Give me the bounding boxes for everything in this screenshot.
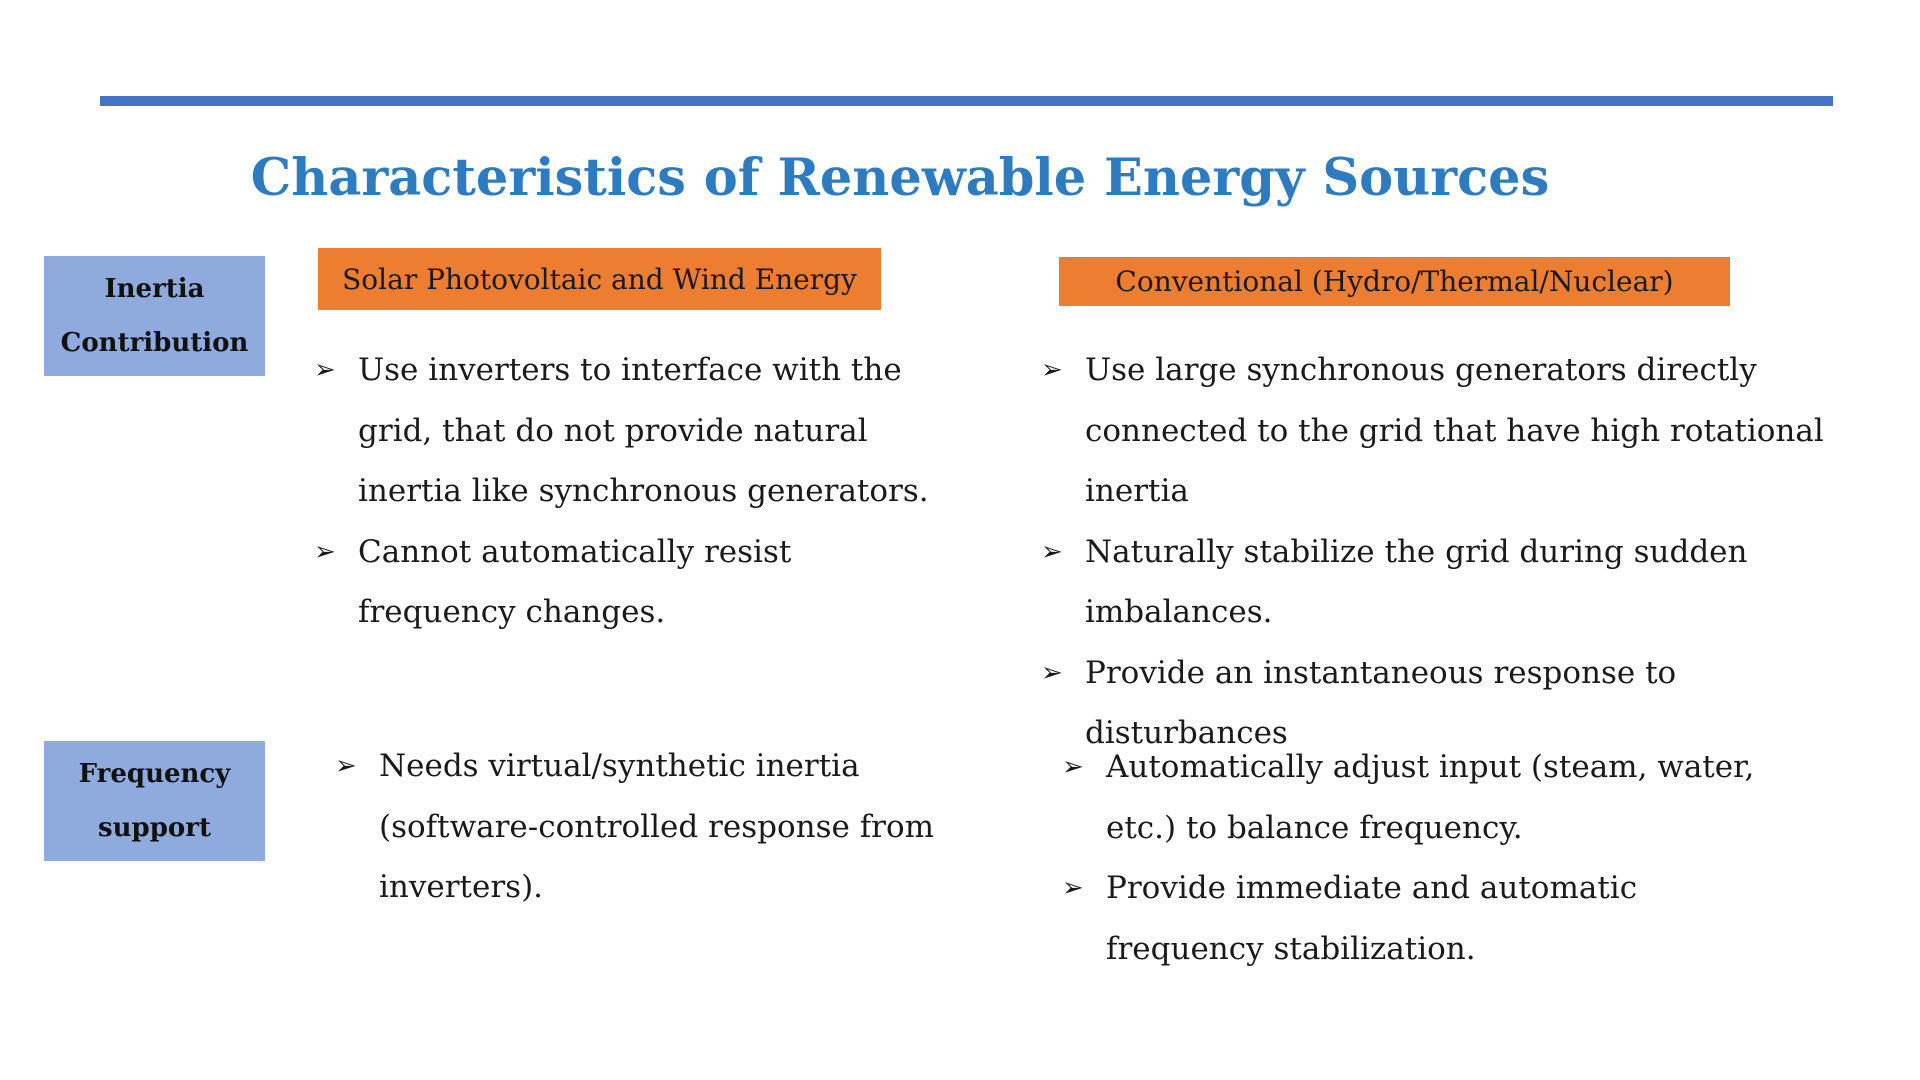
- slide-title: Characteristics of Renewable Energy Sources: [250, 148, 1550, 208]
- list-item: [1041, 340, 1881, 522]
- row-label-inertia: [44, 256, 265, 376]
- conventional-inertia-list: [1041, 340, 1881, 764]
- row-label-line: Inertia: [104, 274, 205, 304]
- list-item-text: Provide an instantaneous response to disturbances: [1085, 654, 1677, 751]
- list-item: [314, 522, 954, 643]
- list-item-text: Automatically adjust input (steam, water, etc.) to balance frequency.: [1106, 749, 1755, 846]
- renewable-frequency-list: [335, 736, 935, 918]
- column-header-conventional: Conventional (Hydro/Thermal/Nuclear): [1059, 257, 1730, 306]
- row-label-line: support: [98, 813, 211, 843]
- list-item: [314, 340, 954, 522]
- renewable-inertia-list: [314, 340, 954, 643]
- list-item: [1062, 858, 1802, 979]
- arrowhead-bullet-icon: ➢: [1041, 536, 1063, 567]
- arrowhead-bullet-icon: ➢: [1041, 657, 1063, 688]
- list-item-text: Use inverters to interface with the grid, that do not provide natural inertia like synchronous generators.: [358, 352, 929, 509]
- row-label-line: Contribution: [60, 328, 249, 358]
- arrowhead-bullet-icon: ➢: [1062, 873, 1084, 903]
- arrowhead-bullet-icon: ➢: [314, 355, 336, 385]
- arrowhead-bullet-icon: ➢: [335, 751, 357, 781]
- arrowhead-bullet-icon: ➢: [1041, 355, 1063, 385]
- arrowhead-bullet-icon: ➢: [314, 536, 336, 567]
- column-header-renewable: Solar Photovoltaic and Wind Energy: [318, 248, 881, 310]
- list-item-text: Provide immediate and automatic frequency stabilization.: [1106, 870, 1638, 967]
- list-item: [1041, 522, 1881, 643]
- arrowhead-bullet-icon: ➢: [1062, 752, 1084, 782]
- top-divider: [100, 96, 1833, 106]
- list-item-text: Use large synchronous generators directly connected to the grid that have high rotational inertia: [1085, 352, 1824, 509]
- list-item: [335, 736, 935, 918]
- row-label-line: Frequency: [78, 759, 231, 789]
- row-label-frequency: [44, 741, 265, 861]
- conventional-frequency-list: [1062, 737, 1802, 979]
- list-item: [1062, 737, 1802, 858]
- list-item-text: Cannot automatically resist frequency changes.: [358, 533, 792, 630]
- list-item-text: Naturally stabilize the grid during sudden imbalances.: [1085, 533, 1748, 630]
- list-item-text: Needs virtual/synthetic inertia (software-controlled response from inverters).: [379, 748, 935, 905]
